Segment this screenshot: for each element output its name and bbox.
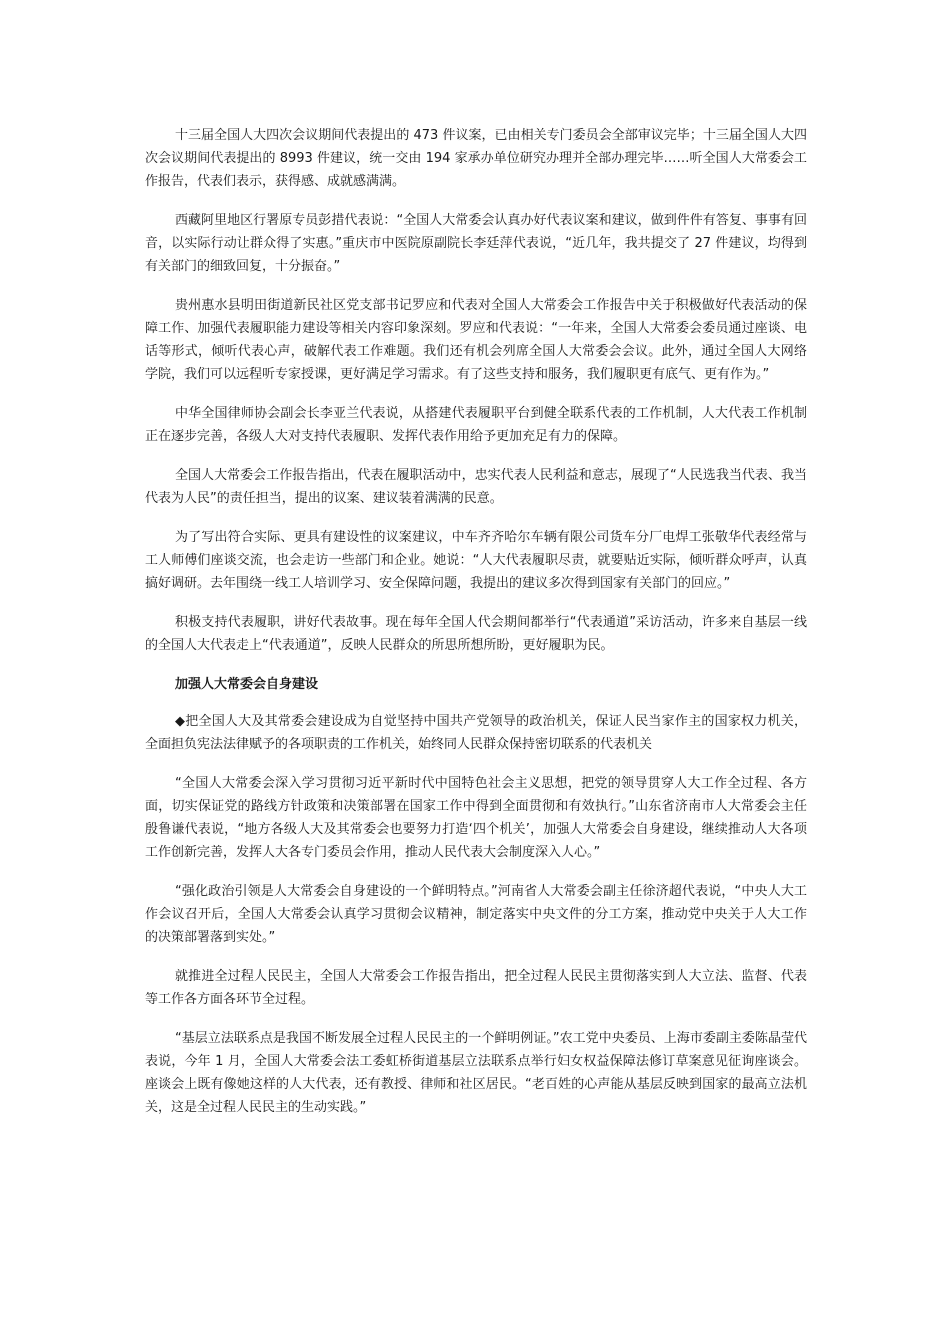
section-summary: ◆把全国人大及其常委会建设成为自觉坚持中国共产党领导的政治机关，保证人民当家作主的国家权力机关，全面担负宪法法律赋予的各项职责的工作机关，始终同人民群众保持密切联系的代表机关 [145,714,807,752]
paragraph: “强化政治引领是人大常委会自身建设的一个鲜明特点。”河南省人大常委会副主任徐济超代表说，“中央人大工作会议召开后，全国人大常委会认真学习贯彻会议精神，制定落实中央文件的分工方案，推动党中央关于人大工作的决策部署落到实处。” [145,884,807,945]
paragraph: 为了写出符合实际、更具有建设性的议案建议，中车齐齐哈尔车辆有限公司货车分厂电焊工张敬华代表经常与工人师傅们座谈交流，也会走访一些部门和企业。她说：“人大代表履职尽责，就要贴近实际，倾听群众呼声，认真搞好调研。去年围绕一线工人培训学习、安全保障问题，我提出的建议多次得到国家有关部门的回应。” [145,530,807,591]
paragraph: 十三届全国人大四次会议期间代表提出的 473 件议案，已由相关专门委员会全部审议完毕；十三届全国人大四次会议期间代表提出的 8993 件建议，统一交由 194 家承办单位研究办理并全部办理完毕……听全国人大常委会工作报告，代表们表示，获得感、成就感满满。 [145,128,807,189]
paragraph: 中华全国律师协会副会长李亚兰代表说，从搭建代表履职平台到健全联系代表的工作机制，人大代表工作机制正在逐步完善，各级人大对支持代表履职、发挥代表作用给予更加充足有力的保障。 [145,406,807,444]
paragraph: 就推进全过程人民民主，全国人大常委会工作报告指出，把全过程人民民主贯彻落实到人大立法、监督、代表等工作各方面各环节全过程。 [145,969,807,1007]
paragraph: 西藏阿里地区行署原专员彭措代表说：“全国人大常委会认真办好代表议案和建议，做到件件有答复、事事有回音，以实际行动让群众得了实惠。”重庆市中医院原副院长李廷萍代表说，“近几年，我共提交了 27 件建议，均得到有关部门的细致回复，十分振奋。” [145,213,807,274]
paragraph: “全国人大常委会深入学习贯彻习近平新时代中国特色社会主义思想，把党的领导贯穿人大工作全过程、各方面，切实保证党的路线方针政策和决策部署在国家工作中得到全面贯彻和有效执行。”山东省济南市人大常委会主任殷鲁谦代表说，“地方各级人大及其常委会也要努力打造‘四个机关’，加强人大常委会自身建设，继续推动人大各项工作创新完善，发挥人大各专门委员会作用，推动人民代表大会制度深入人心。” [145,776,807,860]
paragraph: 贵州惠水县明田街道新民社区党支部书记罗应和代表对全国人大常委会工作报告中关于积极做好代表活动的保障工作、加强代表履职能力建设等相关内容印象深刻。罗应和代表说：“一年来，全国人大常委会委员通过座谈、电话等形式，倾听代表心声，破解代表工作难题。我们还有机会列席全国人大常委会会议。此外，通过全国人大网络学院，我们可以远程听专家授课，更好满足学习需求。有了这些支持和服务，我们履职更有底气、更有作为。” [145,298,807,382]
paragraph: 全国人大常委会工作报告指出，代表在履职活动中，忠实代表人民利益和意志，展现了“人民选我当代表、我当代表为人民”的责任担当，提出的议案、建议装着满满的民意。 [145,468,807,506]
section-heading: 加强人大常委会自身建设 [175,677,319,692]
article-body [145,124,807,1135]
paragraph: “基层立法联系点是我国不断发展全过程人民民主的一个鲜明例证。”农工党中央委员、上海市委副主委陈晶莹代表说，今年 1 月，全国人大常委会法工委虹桥街道基层立法联系点举行妇女权益保障法修订草案意见征询座谈会。座谈会上既有像她这样的人大代表，还有教授、律师和社区居民。“老百姓的心声能从基层反映到国家的最高立法机关，这是全过程人民民主的生动实践。” [145,1031,807,1115]
paragraph: 积极支持代表履职，讲好代表故事。现在每年全国人代会期间都举行“代表通道”采访活动，许多来自基层一线的全国人大代表走上“代表通道”，反映人民群众的所思所想所盼，更好履职为民。 [145,615,807,653]
